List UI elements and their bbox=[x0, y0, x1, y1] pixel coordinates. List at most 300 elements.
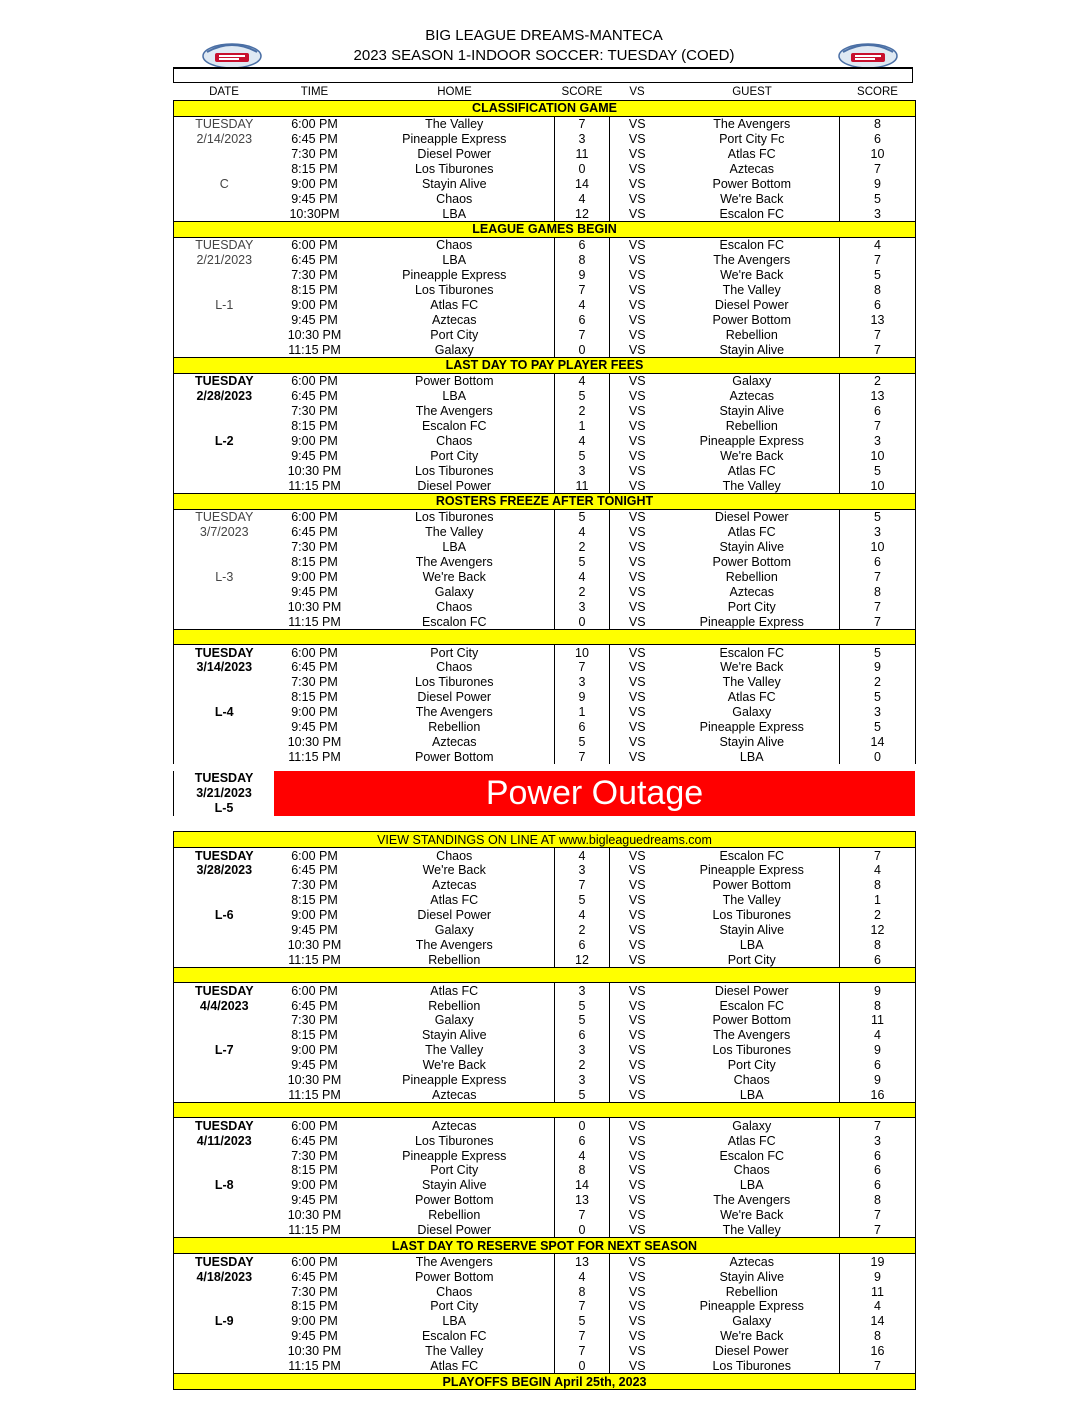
home-score: 3 bbox=[555, 675, 610, 690]
game-time: 9:45 PM bbox=[291, 1193, 338, 1208]
guest-score: 7 bbox=[840, 342, 916, 357]
home-score: 7 bbox=[555, 1208, 610, 1223]
game-time: 11:15 PM bbox=[288, 1359, 341, 1374]
game-date bbox=[174, 283, 275, 298]
guest-team: Port City bbox=[727, 952, 776, 967]
guest-team: Port City bbox=[727, 1058, 776, 1073]
home-team: Port City bbox=[430, 448, 479, 463]
game-time: 7:30 PM bbox=[291, 268, 338, 283]
game-time: 11:15 PM bbox=[288, 749, 341, 764]
home-score: 7 bbox=[555, 116, 610, 131]
game-time: 7:30 PM bbox=[291, 1013, 338, 1028]
game-date: 4/11/2023 bbox=[174, 1133, 275, 1148]
header-vs: VS bbox=[610, 85, 665, 100]
vs-label: VS bbox=[628, 510, 646, 525]
game-row bbox=[174, 373, 916, 388]
guest-score: 6 bbox=[840, 132, 916, 147]
game-date bbox=[174, 749, 275, 764]
home-score: 0 bbox=[555, 342, 610, 357]
home-score: 5 bbox=[555, 998, 610, 1013]
guest-score: 7 bbox=[840, 1118, 916, 1133]
home-score: 6 bbox=[555, 720, 610, 735]
home-team: Atlas FC bbox=[430, 297, 479, 312]
guest-team: Stayin Alive bbox=[719, 922, 785, 937]
game-row bbox=[174, 448, 916, 463]
game-time: 11:15 PM bbox=[288, 342, 341, 357]
spacer-row bbox=[174, 1103, 916, 1118]
game-time: 8:15 PM bbox=[291, 690, 338, 705]
home-team: Port City bbox=[430, 645, 479, 660]
spacer-cell bbox=[174, 630, 916, 645]
vs-label: VS bbox=[628, 1359, 646, 1374]
game-time: 6:00 PM bbox=[291, 238, 338, 253]
home-team: Diesel Power bbox=[417, 147, 492, 161]
home-team: Diesel Power bbox=[417, 908, 492, 923]
vs-label: VS bbox=[628, 599, 646, 614]
game-date: TUESDAY bbox=[174, 1254, 275, 1269]
game-time: 9:00 PM bbox=[291, 1178, 338, 1193]
home-team: Aztecas bbox=[432, 878, 477, 893]
home-score: 0 bbox=[555, 614, 610, 629]
game-date bbox=[174, 1163, 275, 1178]
banner-text: PLAYOFFS BEGIN April 25th, 2023 bbox=[174, 1374, 916, 1390]
home-team: LBA bbox=[442, 1314, 467, 1329]
home-team: Port City bbox=[430, 327, 479, 342]
home-team: Escalon FC bbox=[421, 1329, 487, 1344]
guest-score: 13 bbox=[840, 389, 916, 404]
vs-label: VS bbox=[628, 1314, 646, 1329]
home-score: 7 bbox=[555, 327, 610, 342]
home-team: LBA bbox=[442, 389, 467, 404]
home-score: 4 bbox=[555, 433, 610, 448]
guest-score: 9 bbox=[840, 983, 916, 998]
guest-team: Pineapple Express bbox=[699, 433, 804, 448]
home-team: Los Tiburones bbox=[414, 1133, 494, 1148]
vs-label: VS bbox=[628, 878, 646, 893]
game-row bbox=[174, 908, 916, 923]
game-date: 2/28/2023 bbox=[174, 389, 275, 404]
guest-team: Atlas FC bbox=[727, 525, 776, 540]
home-team: Chaos bbox=[436, 433, 473, 448]
game-time: 8:15 PM bbox=[291, 1028, 338, 1043]
game-time: 6:00 PM bbox=[291, 510, 338, 525]
vs-label: VS bbox=[628, 1329, 646, 1344]
game-row bbox=[174, 389, 916, 404]
home-score: 4 bbox=[555, 373, 610, 388]
game-time: 7:30 PM bbox=[291, 878, 338, 893]
guest-team: Galaxy bbox=[732, 1314, 772, 1329]
vs-label: VS bbox=[628, 1254, 646, 1269]
home-score: 4 bbox=[555, 191, 610, 206]
banner-text: LAST DAY TO PAY PLAYER FEES bbox=[174, 358, 916, 374]
vs-label: VS bbox=[628, 584, 646, 599]
home-score: 12 bbox=[555, 206, 610, 221]
home-score: 13 bbox=[555, 1254, 610, 1269]
guest-score: 3 bbox=[840, 525, 916, 540]
vs-label: VS bbox=[628, 463, 646, 478]
game-time: 9:00 PM bbox=[291, 1314, 338, 1329]
game-time: 10:30 PM bbox=[287, 937, 342, 952]
game-date bbox=[174, 690, 275, 705]
guest-team: Stayin Alive bbox=[719, 342, 785, 357]
home-team: Chaos bbox=[436, 660, 473, 675]
home-score: 7 bbox=[555, 283, 610, 298]
guest-team: The Avengers bbox=[713, 253, 791, 268]
guest-team: Port City Fc bbox=[719, 132, 785, 147]
vs-label: VS bbox=[628, 1133, 646, 1148]
home-score: 11 bbox=[555, 147, 610, 162]
game-date bbox=[174, 555, 275, 570]
home-team: The Valley bbox=[425, 525, 484, 540]
game-date: L-3 bbox=[174, 570, 275, 585]
home-team: Los Tiburones bbox=[414, 463, 494, 478]
guest-team: Power Bottom bbox=[712, 878, 791, 893]
guest-score: 11 bbox=[840, 1284, 916, 1299]
home-team: Diesel Power bbox=[417, 478, 492, 493]
game-row bbox=[174, 1118, 916, 1133]
game-row bbox=[174, 1073, 916, 1088]
vs-label: VS bbox=[628, 1043, 646, 1058]
banner-text: LEAGUE GAMES BEGIN bbox=[174, 222, 916, 238]
guest-score: 3 bbox=[840, 1133, 916, 1148]
home-team: The Avengers bbox=[415, 404, 493, 419]
game-row bbox=[174, 419, 916, 434]
vs-label: VS bbox=[628, 433, 646, 448]
guest-team: We're Back bbox=[720, 448, 784, 463]
game-time: 9:45 PM bbox=[291, 312, 338, 327]
game-date: L-4 bbox=[174, 705, 275, 720]
game-row bbox=[174, 478, 916, 493]
guest-score: 7 bbox=[840, 1359, 916, 1374]
guest-score: 11 bbox=[840, 1013, 916, 1028]
vs-label: VS bbox=[628, 312, 646, 327]
home-team: Galaxy bbox=[434, 1013, 474, 1028]
guest-team: Stayin Alive bbox=[719, 1269, 785, 1284]
guest-score: 7 bbox=[840, 599, 916, 614]
guest-score: 0 bbox=[840, 749, 916, 764]
game-date bbox=[174, 206, 275, 221]
guest-team: Galaxy bbox=[732, 1118, 772, 1133]
vs-label: VS bbox=[628, 1299, 646, 1314]
home-score: 4 bbox=[555, 525, 610, 540]
guest-team: Los Tiburones bbox=[712, 1043, 792, 1058]
game-date bbox=[174, 419, 275, 434]
vs-label: VS bbox=[628, 147, 646, 161]
guest-score: 10 bbox=[840, 448, 916, 463]
guest-score: 8 bbox=[840, 116, 916, 131]
game-row bbox=[174, 555, 916, 570]
game-row bbox=[174, 1087, 916, 1102]
game-row bbox=[174, 509, 916, 524]
home-score: 3 bbox=[555, 983, 610, 998]
game-row bbox=[174, 191, 916, 206]
home-score: 0 bbox=[555, 1223, 610, 1238]
game-date bbox=[174, 448, 275, 463]
game-row bbox=[174, 1254, 916, 1269]
guest-team: Power Bottom bbox=[712, 555, 791, 570]
game-row bbox=[174, 1148, 916, 1163]
banner-row bbox=[174, 222, 916, 238]
game-time: 11:15 PM bbox=[288, 614, 341, 629]
home-score: 3 bbox=[555, 1073, 610, 1088]
guest-score: 14 bbox=[840, 734, 916, 749]
vs-label: VS bbox=[628, 1269, 646, 1284]
game-time: 6:45 PM bbox=[291, 389, 338, 404]
guest-team: The Avengers bbox=[713, 1193, 791, 1208]
guest-team: Escalon FC bbox=[719, 206, 785, 221]
spacer-cell bbox=[174, 968, 916, 983]
game-time: 9:45 PM bbox=[291, 191, 338, 206]
home-score: 5 bbox=[555, 555, 610, 570]
guest-score: 3 bbox=[840, 433, 916, 448]
banner-row bbox=[174, 832, 916, 848]
game-date bbox=[174, 893, 275, 908]
home-score: 7 bbox=[555, 878, 610, 893]
game-row bbox=[174, 161, 916, 176]
game-time: 9:00 PM bbox=[291, 1043, 338, 1058]
vs-label: VS bbox=[628, 555, 646, 570]
game-date: 2/14/2023 bbox=[174, 132, 275, 147]
home-team: Stayin Alive bbox=[421, 1178, 487, 1193]
guest-team: Atlas FC bbox=[727, 690, 776, 705]
vs-label: VS bbox=[628, 268, 646, 283]
home-score: 1 bbox=[555, 705, 610, 720]
game-date: L-1 bbox=[174, 297, 275, 312]
vs-label: VS bbox=[628, 253, 646, 268]
game-row bbox=[174, 1208, 916, 1223]
home-score: 6 bbox=[555, 1028, 610, 1043]
guest-score: 7 bbox=[840, 848, 916, 863]
home-team: Pineapple Express bbox=[402, 132, 507, 147]
guest-team: The Valley bbox=[722, 1223, 781, 1237]
game-date: 2/21/2023 bbox=[174, 253, 275, 268]
guest-team: Galaxy bbox=[732, 705, 772, 720]
home-score: 7 bbox=[555, 1299, 610, 1314]
guest-score: 7 bbox=[840, 614, 916, 629]
game-time: 6:45 PM bbox=[291, 1269, 338, 1284]
game-row bbox=[174, 253, 916, 268]
guest-score: 7 bbox=[840, 419, 916, 434]
game-time: 8:15 PM bbox=[291, 555, 338, 570]
game-date bbox=[174, 1148, 275, 1163]
header-home-score: SCORE bbox=[555, 85, 610, 100]
guest-score: 6 bbox=[840, 1178, 916, 1193]
home-team: Power Bottom bbox=[414, 1193, 494, 1208]
home-score: 14 bbox=[555, 176, 610, 191]
guest-team: Stayin Alive bbox=[719, 734, 785, 749]
home-score: 5 bbox=[555, 509, 610, 524]
game-row bbox=[174, 327, 916, 342]
game-row bbox=[174, 675, 916, 690]
vs-label: VS bbox=[628, 749, 646, 764]
game-time: 6:45 PM bbox=[291, 253, 338, 268]
game-row bbox=[174, 283, 916, 298]
home-team: Power Bottom bbox=[414, 1269, 494, 1284]
guest-team: Power Bottom bbox=[712, 176, 791, 191]
home-score: 2 bbox=[555, 404, 610, 419]
game-time: 10:30 PM bbox=[287, 463, 342, 478]
game-time: 7:30 PM bbox=[291, 1148, 338, 1163]
game-date bbox=[174, 540, 275, 555]
home-score: 6 bbox=[555, 312, 610, 327]
banner-text: LAST DAY TO RESERVE SPOT FOR NEXT SEASON bbox=[174, 1238, 916, 1254]
guest-score: 8 bbox=[840, 937, 916, 952]
outage-day: TUESDAY bbox=[194, 771, 254, 785]
game-time: 11:15 PM bbox=[288, 478, 341, 493]
vs-label: VS bbox=[628, 342, 646, 357]
home-team: Los Tiburones bbox=[414, 283, 494, 298]
guest-score: 7 bbox=[840, 253, 916, 268]
game-time: 6:00 PM bbox=[291, 848, 338, 863]
guest-score: 2 bbox=[840, 675, 916, 690]
home-score: 3 bbox=[555, 132, 610, 147]
vs-label: VS bbox=[628, 1072, 646, 1087]
home-score: 9 bbox=[555, 690, 610, 705]
game-date: 4/18/2023 bbox=[174, 1269, 275, 1284]
game-row bbox=[174, 998, 916, 1013]
home-score: 4 bbox=[555, 1269, 610, 1284]
vs-label: VS bbox=[628, 863, 646, 878]
guest-score: 14 bbox=[840, 1314, 916, 1329]
guest-score: 5 bbox=[840, 509, 916, 524]
outage-date: 3/21/2023 bbox=[196, 786, 252, 800]
guest-score: 7 bbox=[840, 161, 916, 176]
guest-team: Escalon FC bbox=[719, 998, 785, 1013]
game-time: 6:00 PM bbox=[291, 645, 338, 660]
home-team: Power Bottom bbox=[414, 749, 494, 764]
vs-label: VS bbox=[628, 1344, 646, 1359]
game-row bbox=[174, 893, 916, 908]
guest-team: Aztecas bbox=[729, 584, 774, 599]
game-time: 9:00 PM bbox=[291, 433, 338, 448]
vs-label: VS bbox=[628, 540, 646, 555]
home-score: 2 bbox=[555, 1058, 610, 1073]
home-team: Rebellion bbox=[428, 719, 481, 734]
game-date bbox=[174, 734, 275, 749]
game-row bbox=[174, 1178, 916, 1193]
home-score: 5 bbox=[555, 389, 610, 404]
guest-team: Galaxy bbox=[732, 374, 772, 389]
vs-label: VS bbox=[628, 1028, 646, 1043]
banner-text: VIEW STANDINGS ON LINE AT www.bigleaguedreams.com bbox=[174, 832, 916, 848]
game-date bbox=[174, 599, 275, 614]
vs-label: VS bbox=[628, 734, 646, 749]
game-row bbox=[174, 342, 916, 357]
game-time: 11:15 PM bbox=[288, 952, 341, 967]
home-team: Rebellion bbox=[428, 1208, 481, 1223]
game-date bbox=[174, 1344, 275, 1359]
guest-team: Power Bottom bbox=[712, 312, 791, 327]
banner-text: CLASSIFICATION GAME bbox=[174, 100, 916, 116]
guest-score: 5 bbox=[840, 690, 916, 705]
guest-team: Atlas FC bbox=[727, 1133, 776, 1148]
game-time: 11:15 PM bbox=[288, 1223, 341, 1237]
home-team: Rebellion bbox=[428, 952, 481, 967]
vs-label: VS bbox=[628, 283, 646, 298]
guest-score: 12 bbox=[840, 923, 916, 938]
game-time: 8:15 PM bbox=[291, 161, 338, 176]
vs-label: VS bbox=[628, 1013, 646, 1028]
guest-team: Rebellion bbox=[725, 327, 778, 342]
game-row bbox=[174, 1284, 916, 1299]
guest-team: LBA bbox=[739, 1178, 764, 1193]
game-row bbox=[174, 525, 916, 540]
guest-team: Pineapple Express bbox=[699, 863, 804, 878]
game-date bbox=[174, 584, 275, 599]
guest-team: Chaos bbox=[733, 1072, 770, 1087]
game-time: 8:15 PM bbox=[291, 1163, 338, 1178]
game-row bbox=[174, 1013, 916, 1028]
big-league-dreams-logo-icon bbox=[837, 40, 899, 70]
guest-team: The Valley bbox=[722, 675, 781, 690]
game-date bbox=[174, 1299, 275, 1314]
game-row bbox=[174, 463, 916, 478]
guest-team: We're Back bbox=[720, 191, 784, 206]
game-row bbox=[174, 540, 916, 555]
game-date: L-2 bbox=[174, 433, 275, 448]
home-team: Stayin Alive bbox=[421, 1028, 487, 1043]
game-date bbox=[174, 923, 275, 938]
vs-label: VS bbox=[628, 238, 646, 253]
game-time: 9:00 PM bbox=[291, 569, 338, 584]
vs-label: VS bbox=[628, 525, 646, 540]
vs-label: VS bbox=[628, 983, 646, 998]
guest-team: LBA bbox=[739, 749, 764, 764]
guest-score: 8 bbox=[840, 998, 916, 1013]
game-time: 6:00 PM bbox=[291, 117, 338, 132]
game-row bbox=[174, 599, 916, 614]
vs-label: VS bbox=[628, 1178, 646, 1193]
game-date: L-7 bbox=[174, 1043, 275, 1058]
home-team: The Avengers bbox=[415, 555, 493, 570]
guest-team: Pineapple Express bbox=[699, 719, 804, 734]
game-date bbox=[174, 878, 275, 893]
game-row bbox=[174, 312, 916, 327]
home-team: LBA bbox=[442, 206, 467, 221]
home-team: The Valley bbox=[425, 117, 484, 132]
game-time: 9:45 PM bbox=[291, 1329, 338, 1344]
game-date: 3/14/2023 bbox=[174, 660, 275, 675]
game-row bbox=[174, 937, 916, 952]
home-team: Los Tiburones bbox=[414, 510, 494, 525]
game-date: C bbox=[174, 176, 275, 191]
home-score: 5 bbox=[555, 1087, 610, 1102]
home-score: 5 bbox=[555, 893, 610, 908]
game-date bbox=[174, 342, 275, 357]
home-team: Chaos bbox=[436, 1284, 473, 1299]
home-team: Pineapple Express bbox=[402, 1148, 507, 1163]
vs-label: VS bbox=[628, 404, 646, 419]
game-date bbox=[174, 720, 275, 735]
home-team: Chaos bbox=[436, 238, 473, 253]
game-date bbox=[174, 1329, 275, 1344]
spacer-row bbox=[174, 630, 916, 645]
game-time: 8:15 PM bbox=[291, 893, 338, 908]
game-date bbox=[174, 268, 275, 283]
guest-team: LBA bbox=[739, 937, 764, 952]
spacer-row bbox=[174, 968, 916, 983]
game-time: 7:30 PM bbox=[291, 1284, 338, 1299]
game-time: 10:30 PM bbox=[287, 327, 342, 342]
guest-team: The Valley bbox=[722, 478, 781, 493]
guest-score: 4 bbox=[840, 863, 916, 878]
guest-score: 6 bbox=[840, 555, 916, 570]
home-score: 8 bbox=[555, 1163, 610, 1178]
game-row bbox=[174, 237, 916, 252]
home-team: Power Bottom bbox=[414, 374, 494, 389]
vs-label: VS bbox=[628, 1058, 646, 1073]
guest-score: 10 bbox=[840, 478, 916, 493]
